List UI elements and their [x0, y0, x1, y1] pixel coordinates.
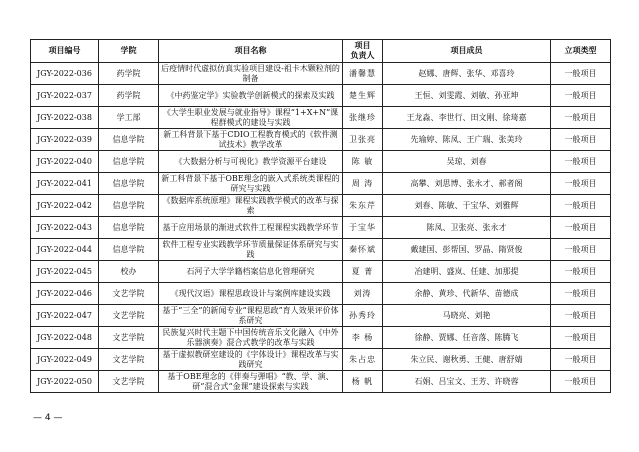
cell-project-leader: 周 涛	[343, 173, 383, 195]
cell-project-name: 新工科背景下基于CDIO工程教育模式的《软件测试技术》教学改革	[159, 129, 343, 151]
cell-project-leader: 李 杨	[343, 327, 383, 349]
cell-project-leader: 于宝华	[343, 217, 383, 239]
cell-project-type: 一般项目	[551, 151, 611, 173]
cell-college: 文艺学院	[99, 349, 159, 371]
cell-college: 药学院	[99, 85, 159, 107]
cell-project-leader: 陈 敏	[343, 151, 383, 173]
cell-project-name: 民族复兴时代主题下中国传统音乐文化融入《中外乐器演奏》混合式教学的改革与实践	[159, 327, 343, 349]
cell-project-code: JGY-2022-040	[31, 151, 99, 173]
table-row	[31, 371, 611, 393]
cell-project-leader: 朱占忠	[343, 349, 383, 371]
cell-project-members: 戴建国、彭帮国、罗晶、隋贤俊	[383, 239, 551, 261]
cell-project-code: JGY-2022-049	[31, 349, 99, 371]
cell-college: 文艺学院	[99, 371, 159, 393]
cell-project-type: 一般项目	[551, 327, 611, 349]
cell-project-members: 石娟、吕宝文、王芳、许晓蓉	[383, 371, 551, 393]
cell-project-leader: 楚生辉	[343, 85, 383, 107]
table-row	[31, 129, 611, 151]
cell-project-members: 刘春、陈敏、于宝华、刘雅辉	[383, 195, 551, 217]
cell-project-name: 《大学生职业发展与就业指导》课程“1+X+N”课程群模式的建设与实践	[159, 107, 343, 129]
header-project-name: 项目名称	[159, 40, 343, 63]
header-project-type: 立项类型	[551, 40, 611, 63]
table-row	[31, 85, 611, 107]
cell-college: 文艺学院	[99, 283, 159, 305]
cell-project-name: 基于虚拟教研室建设的《字体设计》课程改革与实践研究	[159, 349, 343, 371]
cell-project-name: 基于应用场景的渐进式软件工程课程实践教学环节	[159, 217, 343, 239]
header-project-leader: 项目 负责人	[343, 40, 383, 63]
header-project-members: 项目成员	[383, 40, 551, 63]
table-row	[31, 283, 611, 305]
cell-project-name: 基于“三全”的新闻专业“课程思政”育人效果评价体系研究	[159, 305, 343, 327]
cell-project-code: JGY-2022-038	[31, 107, 99, 129]
cell-project-code: JGY-2022-044	[31, 239, 99, 261]
cell-project-name: 新工科背景下基于OBE理念的嵌入式系统类课程的研究与实践	[159, 173, 343, 195]
table-row	[31, 261, 611, 283]
cell-college: 信息学院	[99, 217, 159, 239]
cell-project-members: 王龙淼、李世行、田文刚、徐琦嘉	[383, 107, 551, 129]
table-row	[31, 305, 611, 327]
cell-project-type: 一般项目	[551, 349, 611, 371]
cell-project-members: 马晓亮、刘艳	[383, 305, 551, 327]
cell-project-type: 一般项目	[551, 371, 611, 393]
cell-college: 文艺学院	[99, 327, 159, 349]
cell-project-type: 一般项目	[551, 283, 611, 305]
cell-project-type: 一般项目	[551, 261, 611, 283]
header-project-code: 项目编号	[31, 40, 99, 63]
cell-project-members: 陈凤、卫张亮、张永才	[383, 217, 551, 239]
cell-project-name: 《中药鉴定学》实验教学创新模式的探索及实践	[159, 85, 343, 107]
cell-project-members: 余静、黄珍、代新华、苗德成	[383, 283, 551, 305]
cell-college: 信息学院	[99, 239, 159, 261]
cell-project-type: 一般项目	[551, 85, 611, 107]
cell-project-code: JGY-2022-050	[31, 371, 99, 393]
cell-college: 文艺学院	[99, 305, 159, 327]
cell-project-leader: 潘馨慧	[343, 63, 383, 85]
cell-project-members: 徐静、贾娜、任音落、陈腾飞	[383, 327, 551, 349]
project-table	[30, 39, 611, 393]
cell-project-code: JGY-2022-045	[31, 261, 99, 283]
cell-project-name: 《现代汉语》课程思政设计与案例库建设实践	[159, 283, 343, 305]
cell-project-name: 《数据库系统原理》课程实践教学模式的改革与探索	[159, 195, 343, 217]
cell-project-code: JGY-2022-037	[31, 85, 99, 107]
cell-project-name: 《大数据分析与可视化》教学资源平台建设	[159, 151, 343, 173]
cell-college: 信息学院	[99, 173, 159, 195]
cell-project-code: JGY-2022-039	[31, 129, 99, 151]
table-header-row	[31, 40, 611, 63]
cell-project-leader: 杨 帆	[343, 371, 383, 393]
cell-project-leader: 卫张亮	[343, 129, 383, 151]
cell-project-members: 先瑜婷、陈凤、王广瑞、张美玲	[383, 129, 551, 151]
cell-project-members: 冶建明、盛岚、任建、加那提	[383, 261, 551, 283]
cell-project-name: 软件工程专业实践教学环节质量保证体系研究与实践	[159, 239, 343, 261]
table-row	[31, 63, 611, 85]
cell-project-leader: 夏 菁	[343, 261, 383, 283]
cell-project-leader: 孙秀玲	[343, 305, 383, 327]
cell-project-code: JGY-2022-048	[31, 327, 99, 349]
cell-project-type: 一般项目	[551, 173, 611, 195]
cell-project-type: 一般项目	[551, 305, 611, 327]
cell-project-name: 后疫情时代虚拟仿真实验项目建设-祖卡木颗粒剂的制备	[159, 63, 343, 85]
cell-project-leader: 张继珍	[343, 107, 383, 129]
cell-project-members: 王恒、刘雯霞、刘敏、孙亚坤	[383, 85, 551, 107]
cell-project-members: 朱立民、谢秋勇、王健、唐舒婧	[383, 349, 551, 371]
table-row	[31, 107, 611, 129]
cell-project-code: JGY-2022-043	[31, 217, 99, 239]
cell-project-name: 石河子大学学籍档案信息化管理研究	[159, 261, 343, 283]
table-row	[31, 195, 611, 217]
cell-project-code: JGY-2022-042	[31, 195, 99, 217]
cell-project-leader: 朱东芹	[343, 195, 383, 217]
cell-college: 校办	[99, 261, 159, 283]
cell-project-leader: 秦怀斌	[343, 239, 383, 261]
cell-college: 信息学院	[99, 195, 159, 217]
cell-project-members: 吴琼、刘春	[383, 151, 551, 173]
table-row	[31, 239, 611, 261]
cell-project-type: 一般项目	[551, 107, 611, 129]
cell-project-leader: 刘涛	[343, 283, 383, 305]
table-row	[31, 349, 611, 371]
table-row	[31, 327, 611, 349]
cell-college: 信息学院	[99, 129, 159, 151]
cell-project-members: 赵娜、唐辉、张华、邓喜玲	[383, 63, 551, 85]
header-college: 学院	[99, 40, 159, 63]
cell-project-type: 一般项目	[551, 63, 611, 85]
cell-project-members: 高攀、刘思博、张永才、郝者阁	[383, 173, 551, 195]
cell-project-type: 一般项目	[551, 129, 611, 151]
cell-project-type: 一般项目	[551, 195, 611, 217]
cell-project-code: JGY-2022-036	[31, 63, 99, 85]
cell-project-name: 基于OBE理念的《伴奏与弹唱》“教、学、演、研”混合式“金课”建设探索与实践	[159, 371, 343, 393]
cell-college: 药学院	[99, 63, 159, 85]
cell-project-type: 一般项目	[551, 217, 611, 239]
table-row	[31, 217, 611, 239]
cell-college: 信息学院	[99, 151, 159, 173]
cell-project-type: 一般项目	[551, 239, 611, 261]
cell-project-code: JGY-2022-046	[31, 283, 99, 305]
table-row	[31, 173, 611, 195]
cell-college: 学工部	[99, 107, 159, 129]
table-row	[31, 151, 611, 173]
cell-project-code: JGY-2022-041	[31, 173, 99, 195]
page-number: — 4 —	[33, 413, 63, 423]
cell-project-code: JGY-2022-047	[31, 305, 99, 327]
